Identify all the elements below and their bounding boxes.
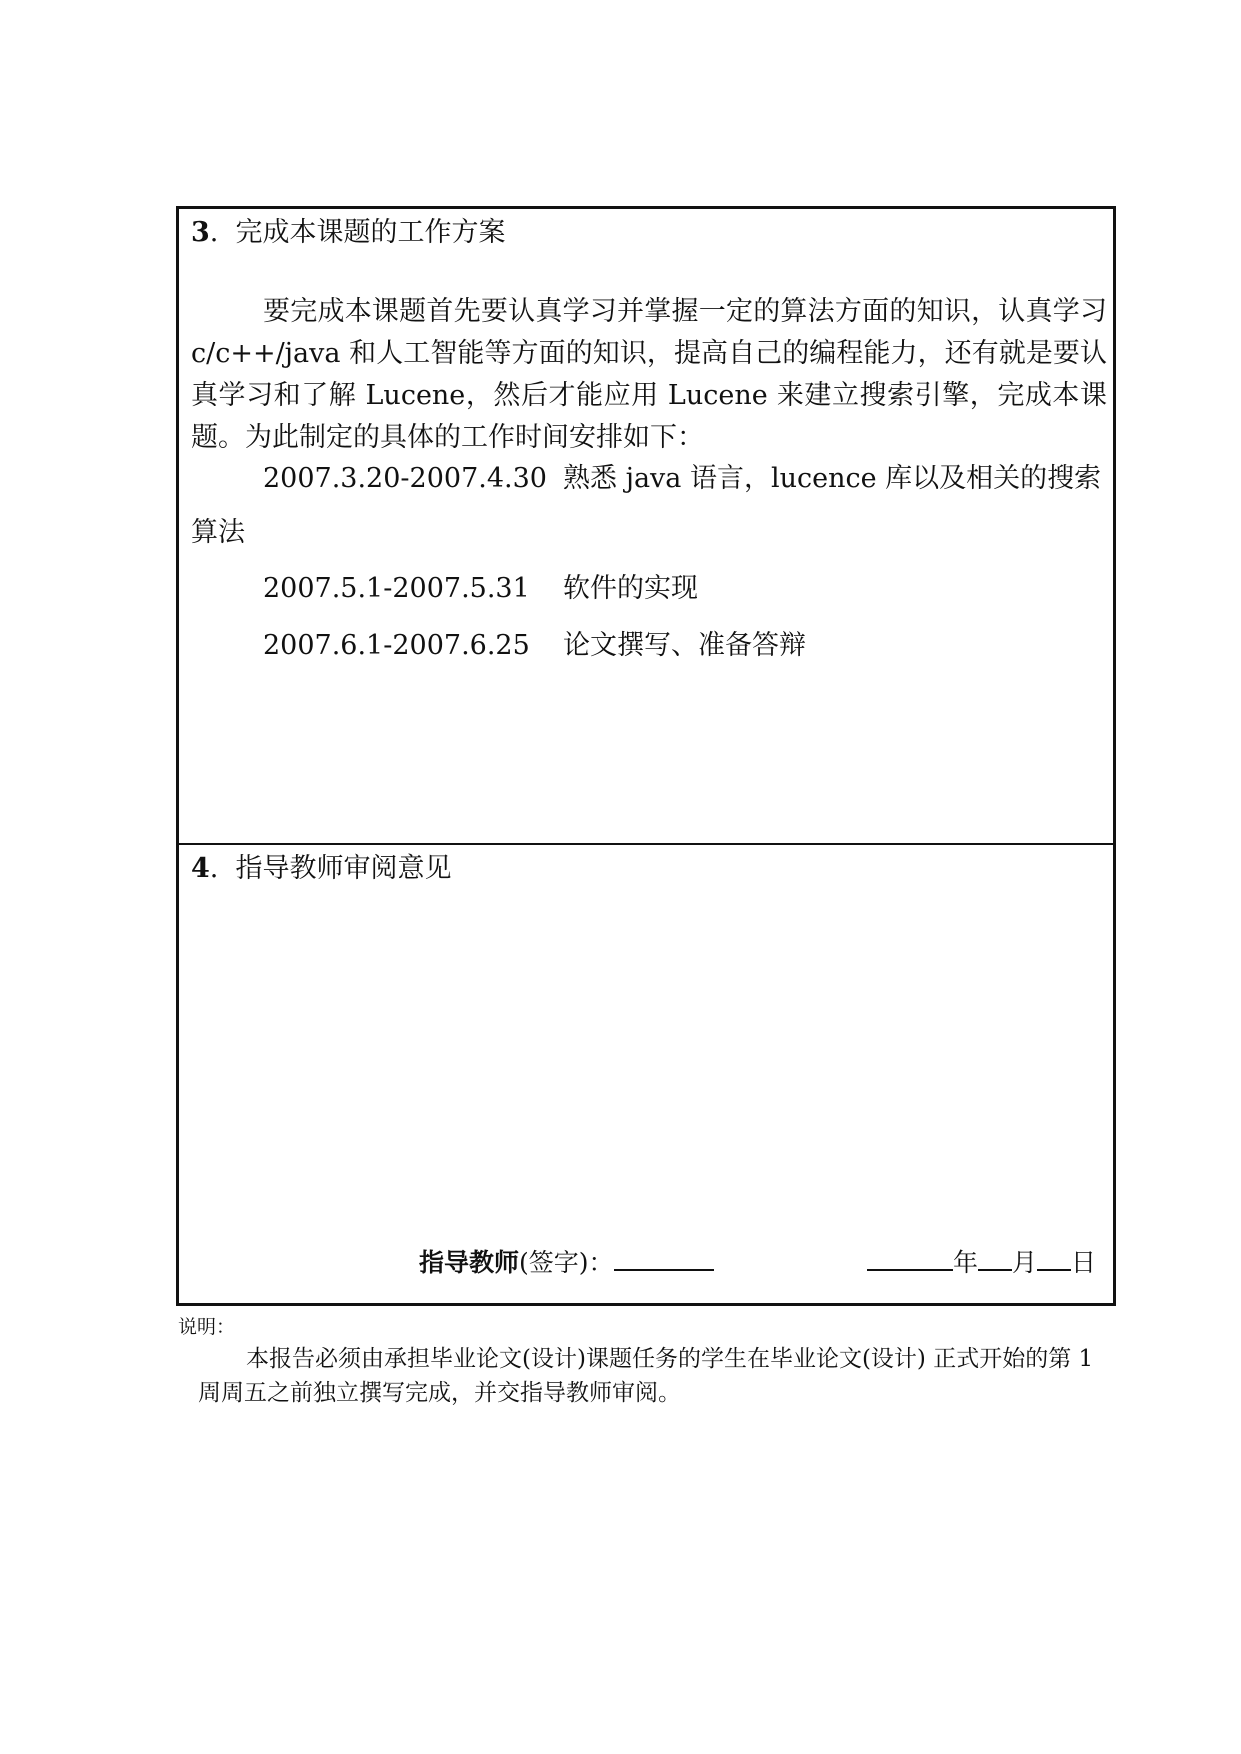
schedule-date: 2007.3.20-2007.4.30 <box>263 463 547 494</box>
signature-paren-label: (签字)： <box>519 1248 614 1277</box>
work-plan-section <box>179 209 1113 845</box>
day-blank[interactable] <box>1037 1243 1071 1271</box>
advisor-review-heading: 4. 指导教师审阅意见 <box>191 853 452 884</box>
section-number: 4 <box>191 853 210 884</box>
work-plan-paragraph: 要完成本课题首先要认真学习并掌握一定的算法方面的知识，认真学习 c/c++/java 和人工智能等方面的知识，提高自己的编程能力，还有就是要认真学习和了解 Lucene，然后才能应用 Lucene 来建立搜索引擎，完成本课题。为此制定的具体的工作时间安排如下： <box>191 296 1107 453</box>
day-label: 日 <box>1071 1248 1097 1277</box>
month-blank[interactable] <box>978 1243 1012 1271</box>
section-number: 3 <box>191 217 210 248</box>
month-label: 月 <box>1012 1248 1038 1277</box>
section-title: 指导教师审阅意见 <box>235 853 452 884</box>
year-label: 年 <box>953 1248 979 1277</box>
advisor-review-section <box>179 845 1113 1303</box>
signature-date <box>867 1243 1096 1281</box>
schedule-task: 熟悉 java 语言，lucence 库以及相关的搜索 <box>563 463 1102 494</box>
schedule-row <box>263 571 698 607</box>
notes-title: 说明： <box>178 1316 236 1338</box>
signature-blank[interactable] <box>614 1243 714 1271</box>
schedule-task: 软件的实现 <box>563 573 698 604</box>
schedule-date: 2007.5.1-2007.5.31 <box>263 573 530 604</box>
report-form-table <box>176 206 1116 1306</box>
advisor-signature-label <box>419 1243 714 1281</box>
schedule-row <box>263 628 806 664</box>
advisor-label-bold: 指导教师 <box>419 1248 520 1277</box>
year-blank[interactable] <box>867 1243 953 1271</box>
notes-body: 本报告必须由承担毕业论文(设计)课题任务的学生在毕业论文(设计) 正式开始的第 1 周周五之前独立撰写完成，并交指导教师审阅。 <box>198 1346 1094 1406</box>
schedule-task: 论文撰写、准备答辩 <box>563 630 806 661</box>
schedule-row <box>263 461 1101 497</box>
work-plan-heading: 3. 完成本课题的工作方案 <box>191 217 506 248</box>
schedule-date: 2007.6.1-2007.6.25 <box>263 630 530 661</box>
section-title: 完成本课题的工作方案 <box>235 217 506 248</box>
schedule-continuation: 算法 <box>191 517 245 548</box>
